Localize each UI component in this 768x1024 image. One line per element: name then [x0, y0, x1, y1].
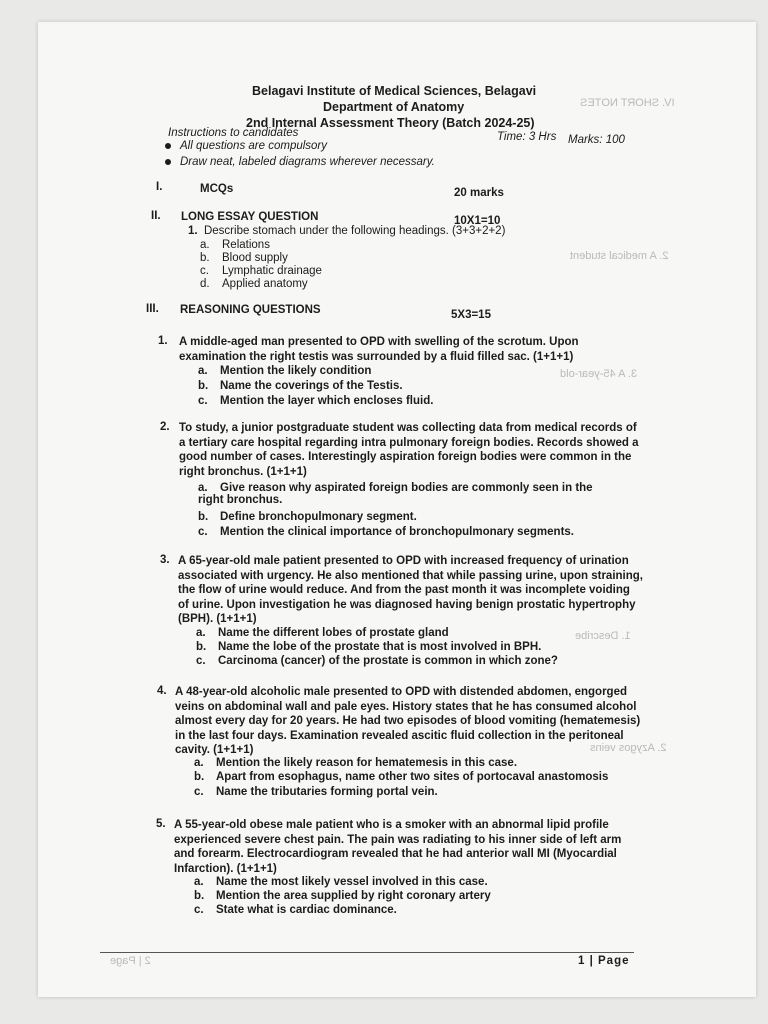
question-number: 1. — [158, 335, 168, 347]
department-title: Department of Anatomy — [323, 100, 465, 114]
question-number: 5. — [156, 818, 166, 830]
bullet-icon — [165, 143, 171, 149]
question-number: 2. — [160, 421, 170, 433]
list-item: a. Mention the likely condition — [198, 365, 372, 377]
question-number: 3. — [160, 554, 170, 566]
show-through-text: 2. A medical student — [570, 250, 669, 262]
list-item: a. Give reason why aspirated foreign bodies are commonly seen in the right bronchus. — [198, 482, 593, 506]
list-item: c. State what is cardiac dominance. — [194, 904, 397, 916]
section-marks: 20 marks — [454, 187, 504, 199]
list-item: c. Name the tributaries forming portal vein. — [194, 786, 438, 798]
question-text: A middle-aged man presented to OPD with swelling of the scrotum. Upon examination the right testis was surrounded by a fluid filled sac. (1+1+1) — [179, 336, 579, 363]
list-item: b. Blood supply — [200, 252, 288, 264]
marks-label: Marks: 100 — [568, 134, 625, 146]
list-item: a. Name the different lobes of prostate gland — [196, 627, 449, 639]
section-number: II. — [151, 210, 161, 222]
question-text: A 65-year-old male patient presented to OPD with increased frequency of urination associated with urgency. He also mentioned that while passing urine, upon straining, the flow of urine would reduce. And from the past month it was incomplete voiding of urine. Upon investigation he was diagnosed having benign prostatic hypertrophy (BPH). (1+1+1) — [178, 555, 643, 626]
list-item: c. Mention the clinical importance of bronchopulmonary segments. — [198, 526, 574, 538]
list-item: a. Name the most likely vessel involved in this case. — [194, 876, 488, 888]
list-item: b. Mention the area supplied by right coronary artery — [194, 890, 491, 902]
essay-question: 1. Describe stomach under the following headings. (3+3+2+2) — [188, 225, 506, 237]
instruction-item: All questions are compulsory — [165, 140, 327, 152]
section-title: LONG ESSAY QUESTION — [181, 211, 319, 223]
show-through-text: 2. Azygos veins — [590, 742, 667, 754]
list-item: b. Define bronchopulmonary segment. — [198, 511, 417, 523]
question-text: A 55-year-old obese male patient who is a smoker with an abnormal lipid profile experienced severe chest pain. The pain was radiating to his inner side of left arm and forearm. Electrocardiogram revealed that he had anterior wall MI (Myocardial Infarction). (1+1+1) — [174, 819, 622, 875]
show-through-text: IV. SHORT NOTES — [580, 97, 675, 109]
list-item: a. Mention the likely reason for hematemesis in this case. — [194, 757, 518, 769]
list-item: a. Relations — [200, 239, 270, 251]
question-number: 4. — [157, 685, 167, 697]
page-number: 1 | Page — [578, 955, 630, 967]
footer-divider — [100, 952, 634, 953]
bullet-icon — [165, 159, 171, 165]
list-item: b. Name the coverings of the Testis. — [198, 380, 403, 392]
section-number: I. — [156, 181, 163, 193]
question-text: To study, a junior postgraduate student was collecting data from medical records of a tertiary care hospital regarding intra pulmonary foreign bodies. Records showed a good number of cases. Interestingly aspiration foreign bodies were common in the right bronchus. (1+1+1) — [179, 422, 639, 478]
instructions-title: Instructions to candidates — [168, 127, 299, 139]
show-through-text: 1. Describe — [575, 630, 631, 642]
list-item: c. Lymphatic drainage — [200, 265, 322, 277]
list-item: b. Apart from esophagus, name other two sites of portocaval anastomosis — [194, 771, 609, 783]
show-through-text: 3. A 45-year-old — [560, 368, 638, 380]
list-item: c. Carcinoma (cancer) of the prostate is common in which zone? — [196, 655, 558, 667]
institute-title: Belagavi Institute of Medical Sciences, Belagavi — [252, 84, 537, 98]
question-text: A 48-year-old alcoholic male presented to OPD with distended abdomen, engorged veins on abdominal wall and pale eyes. History states that he has consumed alcohol almost every day for 20 years. He had two episodes of blood vomiting (hematemesis) in the last four days. Examination revealed ascitic fluid collection in the peritoneal cavity. (1+1+1) — [175, 686, 641, 757]
section-title: MCQs — [200, 183, 234, 195]
list-item: c. Mention the layer which encloses fluid. — [198, 395, 434, 407]
section-number: III. — [146, 303, 159, 315]
section-marks: 10X1=10 — [454, 215, 501, 227]
exam-title: 2nd Internal Assessment Theory (Batch 2024-25) — [246, 116, 535, 130]
instruction-item: Draw neat, labeled diagrams wherever necessary. — [165, 156, 435, 168]
section-marks: 5X3=15 — [451, 309, 491, 321]
section-title: REASONING QUESTIONS — [180, 304, 321, 316]
list-item: b. Name the lobe of the prostate that is most involved in BPH. — [196, 641, 542, 653]
list-item: d. Applied anatomy — [200, 278, 308, 290]
time-label: Time: 3 Hrs — [497, 131, 557, 143]
show-through-text: 2 | Page — [110, 955, 151, 967]
